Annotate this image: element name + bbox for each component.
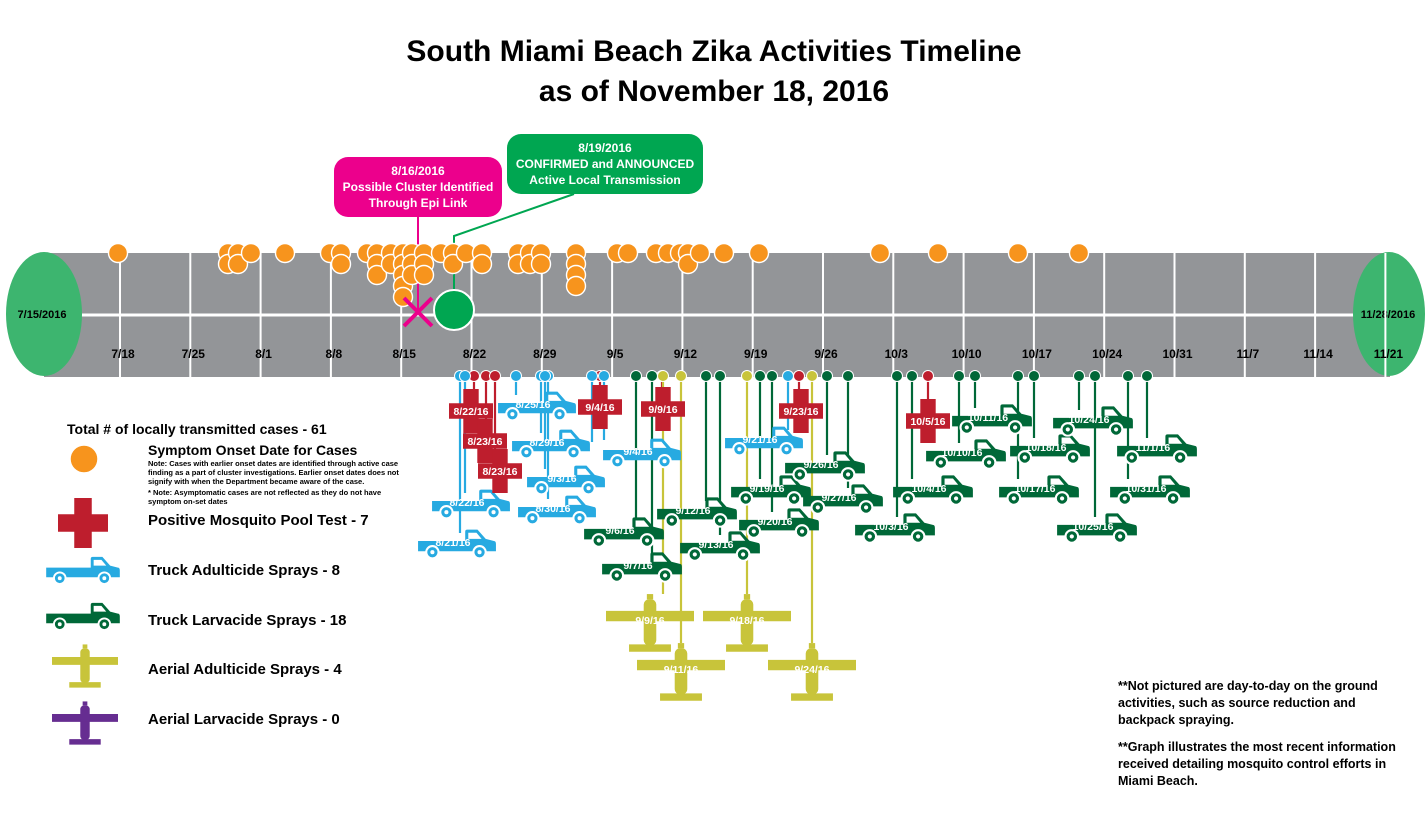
truck-date-label: 9/27/16 [821, 492, 857, 504]
cluster-callout-line2: Through Epi Link [368, 196, 468, 210]
week-label: 9/12 [673, 347, 698, 361]
event-start-dot [892, 371, 903, 382]
truck-date-label: 9/13/16 [698, 539, 734, 551]
event-start-dot [647, 371, 658, 382]
truck-date-label: 10/25/16 [1072, 521, 1114, 533]
case-dot [415, 266, 434, 285]
event-start-dot [599, 371, 610, 382]
cluster-callout-line1: Possible Cluster Identified [342, 180, 494, 194]
truck-date-label: 10/10/16 [941, 447, 983, 459]
confirmed-callout-date: 8/19/2016 [578, 141, 632, 155]
truck-date-label: 9/21/16 [742, 434, 778, 446]
week-label: 9/26 [814, 347, 838, 361]
case-dot [1009, 244, 1028, 263]
pool-date-label: 10/5/16 [910, 416, 946, 428]
event-start-dot [540, 371, 551, 382]
legend-aerial-adulticide-icon [52, 644, 118, 687]
end-date-label: 11/28/2016 [1360, 309, 1416, 321]
week-label: 8/29 [533, 347, 557, 361]
week-label: 10/24 [1092, 347, 1123, 361]
legend-onset-note-1: Note: Cases with earlier onset dates are identified through active case [148, 459, 399, 468]
pool-date-label: 8/22/16 [453, 406, 489, 418]
legend-truck-adulticide-icon [46, 557, 120, 584]
case-dot [929, 244, 948, 263]
legend-onset-note-5: symptom on-set dates [148, 497, 228, 506]
case-dot [242, 244, 261, 263]
truck-date-label: 10/18/16 [1025, 442, 1067, 454]
week-label: 11/7 [1236, 347, 1260, 361]
event-start-dot [1013, 371, 1024, 382]
event-start-dot [1029, 371, 1040, 382]
footnote-recent-information: **Graph illustrates the most recent information received detailing mosquito control efforts in Miami Beach. [1118, 740, 1396, 788]
case-dot [532, 255, 551, 274]
case-dot [473, 255, 492, 274]
week-label: 10/17 [1021, 347, 1052, 361]
week-label: 10/3 [884, 347, 908, 361]
case-dot [619, 244, 638, 263]
title-line-1: South Miami Beach Zika Activities Timeline [406, 35, 1022, 68]
case-dot [750, 244, 769, 263]
truck-date-label: 10/11/16 [967, 412, 1009, 424]
event-start-dot [783, 371, 794, 382]
week-label: 8/22 [462, 347, 487, 361]
event-start-dot [767, 371, 778, 382]
pool-date-label: 8/23/16 [467, 436, 503, 448]
legend-truck-larvacide-label: Truck Larvacide Sprays - 18 [148, 612, 347, 629]
pool-date-label: 8/23/16 [482, 466, 518, 478]
event-start-dot [1074, 371, 1085, 382]
truck-date-label: 9/6/16 [605, 525, 635, 537]
event-start-dot [954, 371, 965, 382]
week-label: 11/21 [1373, 347, 1404, 361]
week-label: 8/15 [392, 347, 416, 361]
week-label: 10/31 [1162, 347, 1193, 361]
event-start-dot [822, 371, 833, 382]
case-dot [691, 244, 710, 263]
confirmed-callout [507, 134, 703, 194]
event-start-dot [755, 371, 766, 382]
truck-date-label: 10/24/16 [1068, 414, 1110, 426]
confirmed-callout-line1: CONFIRMED and ANNOUNCED [515, 157, 695, 171]
truck-date-label: 9/3/16 [547, 473, 577, 485]
truck-date-label: 10/4/16 [911, 483, 947, 495]
event-start-dot [658, 371, 669, 382]
event-start-dot [715, 371, 726, 382]
event-start-dot [794, 371, 805, 382]
truck-date-label: 9/4/16 [623, 446, 653, 458]
truck-date-label: 9/20/16 [757, 516, 793, 528]
truck-date-label: 11/1/16 [1135, 442, 1171, 454]
event-start-dot [1090, 371, 1101, 382]
week-label: 8/8 [325, 347, 343, 361]
event-start-dot [742, 371, 753, 382]
truck-date-label: 10/17/16 [1014, 483, 1056, 495]
event-start-dot [843, 371, 854, 382]
pool-date-label: 9/9/16 [648, 404, 678, 416]
truck-date-label: 10/3/16 [873, 521, 909, 533]
legend-case-icon [70, 445, 98, 473]
event-start-dot [923, 371, 934, 382]
pool-date-label: 9/23/16 [783, 406, 819, 418]
event-start-dot [511, 371, 522, 382]
pool-date-label: 9/4/16 [585, 402, 615, 414]
legend-truck-larvacide-icon [46, 603, 120, 630]
truck-date-label: 9/7/16 [623, 560, 653, 572]
legend-pool-label: Positive Mosquito Pool Test - 7 [148, 512, 369, 529]
event-start-dot [807, 371, 818, 382]
confirmed-callout-line2: Active Local Transmission [529, 173, 681, 187]
start-date-label: 7/15/2016 [17, 309, 67, 321]
truck-date-label: 8/22/16 [449, 497, 485, 509]
plane-date-label: 9/11/16 [663, 664, 699, 676]
legend-onset-note-3: signify with when the Department became aware of the case. [148, 477, 365, 486]
legend-aerial-adulticide-label: Aerial Adulticide Sprays - 4 [148, 661, 342, 678]
event-start-dot [970, 371, 981, 382]
legend-truck-adulticide-label: Truck Adulticide Sprays - 8 [148, 562, 341, 579]
case-dot [715, 244, 734, 263]
legend-onset-label: Symptom Onset Date for Cases [148, 442, 358, 458]
event-start-dot [1142, 371, 1153, 382]
event-start-dot [587, 371, 598, 382]
truck-date-label: 8/30/16 [535, 503, 571, 515]
case-dot [332, 255, 351, 274]
event-start-dot [1123, 371, 1134, 382]
event-start-dot [701, 371, 712, 382]
week-label: 10/10 [951, 347, 982, 361]
plane-date-label: 9/24/16 [794, 664, 830, 676]
legend-total-cases: Total # of locally transmitted cases - 61 [67, 421, 327, 437]
truck-date-label: 9/19/16 [749, 483, 785, 495]
legend-onset-note-4: * Note: Asymptomatic cases are not reflected as they do not have [148, 488, 382, 497]
event-start-dot [676, 371, 687, 382]
legend-pool-icon [58, 498, 108, 548]
event-start-dot [907, 371, 918, 382]
confirmed-marker [434, 290, 474, 330]
case-dot [276, 244, 295, 263]
truck-date-label: 8/21/16 [435, 537, 471, 549]
week-label: 7/25 [181, 347, 205, 361]
truck-date-label: 9/12/16 [675, 505, 711, 517]
week-label: 8/1 [255, 347, 272, 361]
week-label: 11/14 [1303, 347, 1333, 361]
legend-aerial-larvacide-icon [52, 701, 118, 744]
plane-date-label: 9/9/16 [635, 615, 665, 627]
truck-date-label: 8/29/16 [529, 437, 565, 449]
event-start-dot [460, 371, 471, 382]
week-label: 9/19 [744, 347, 768, 361]
case-dot [1070, 244, 1089, 263]
truck-date-label: 10/31/16 [1125, 483, 1167, 495]
legend-onset-note-2: finding as a part of cluster investigations. Earlier onset dates does not [148, 468, 399, 477]
event-start-dot [631, 371, 642, 382]
legend-aerial-larvacide-label: Aerial Larvacide Sprays - 0 [148, 711, 340, 728]
truck-date-label: 8/25/16 [515, 399, 551, 411]
case-dot [871, 244, 890, 263]
week-label: 9/5 [606, 347, 624, 361]
case-dot [109, 244, 128, 263]
event-start-dot [490, 371, 501, 382]
cluster-callout-date: 8/16/2016 [391, 164, 445, 178]
title-line-2: as of November 18, 2016 [538, 75, 890, 108]
case-dot [567, 277, 586, 296]
footnote-ground-activities: **Not pictured are day-to-day on the ground activities, such as source reduction and backpack spraying. [1118, 679, 1378, 727]
week-label: 7/18 [111, 347, 135, 361]
plane-date-label: 9/18/16 [729, 615, 765, 627]
truck-date-label: 9/26/16 [803, 459, 839, 471]
cluster-callout [334, 157, 502, 217]
